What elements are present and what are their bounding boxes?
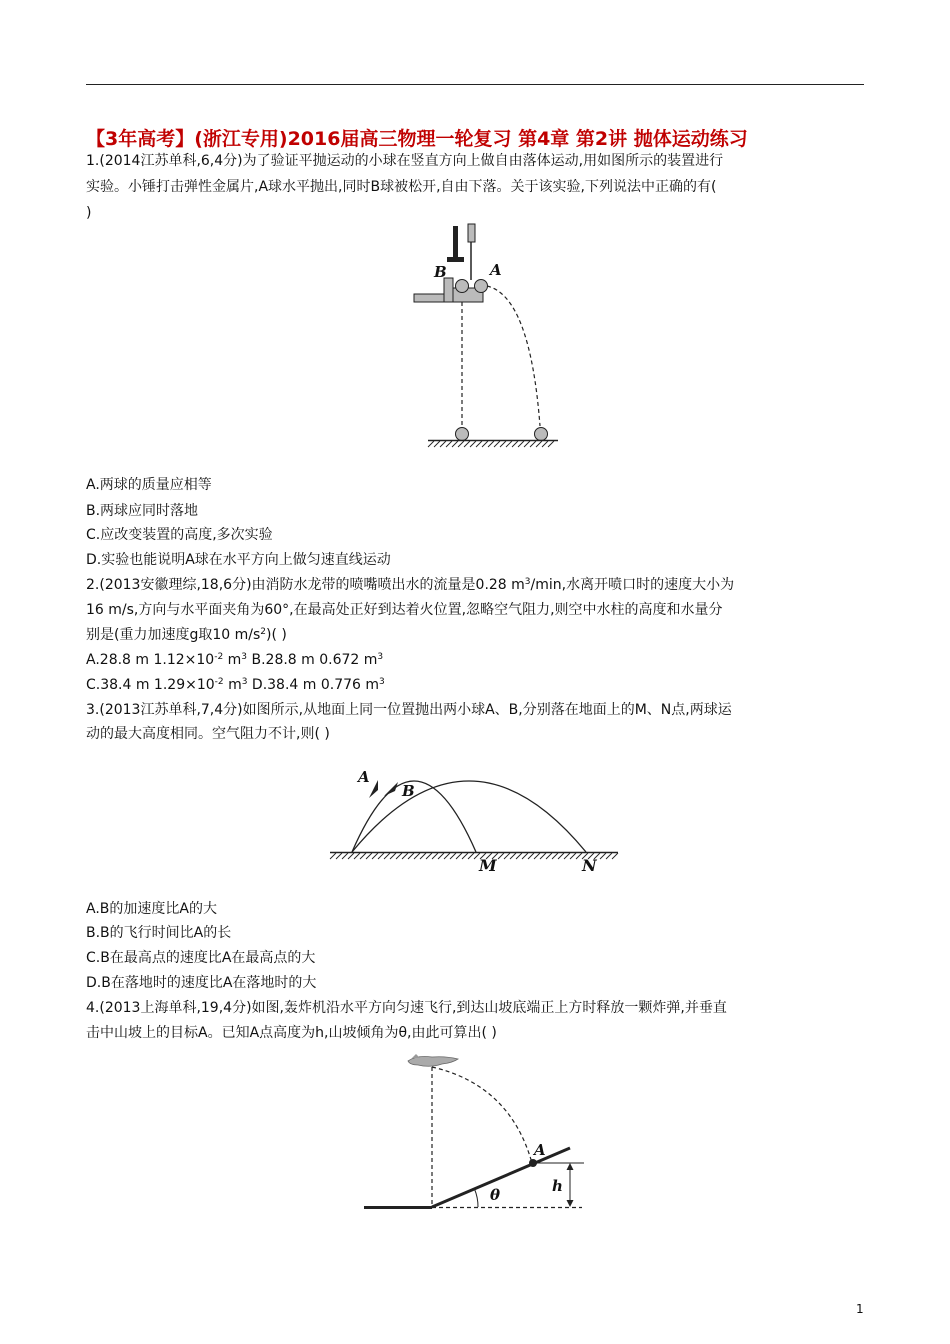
ball-b-landed — [456, 428, 469, 441]
height-arrow-down — [567, 1200, 574, 1207]
hatch-mark — [482, 441, 488, 447]
hatch-mark — [512, 441, 518, 447]
q4-line2: 击中山坡上的目标A。已知A点高度为h,山坡倾角为θ,由此可算出( ) — [86, 1025, 497, 1041]
q1-option-c: C.应改变装置的高度,多次实验 — [86, 527, 273, 543]
trajectory-b — [352, 781, 586, 852]
hatch-mark — [452, 441, 458, 447]
hammer-handle — [453, 226, 458, 260]
q1-apparatus-figure — [400, 218, 570, 456]
hatch-mark — [450, 853, 456, 859]
label-b: B — [402, 782, 415, 800]
ball-a-start — [475, 280, 488, 293]
q1-line1: 1.(2014江苏单科,6,4分)为了验证平抛运动的小球在竖直方向上做自由落体运动,用如图所示的装置进行 — [86, 153, 724, 169]
hatch-mark — [426, 853, 432, 859]
q2-line3: 别是(重力加速度g取10 $m/s^2$)( ) — [86, 627, 287, 643]
hatch-mark — [446, 441, 452, 447]
arrow-b — [384, 782, 398, 796]
q3-trajectory-figure — [326, 740, 626, 878]
q2-options-ab — [86, 647, 383, 673]
header-rule — [86, 84, 864, 85]
hatch-mark — [516, 853, 522, 859]
label-h: h — [552, 1177, 563, 1195]
hatch-mark — [542, 441, 548, 447]
hatch-mark — [440, 441, 446, 447]
label-a: A — [534, 1141, 546, 1159]
hatch-mark — [336, 853, 342, 859]
hatch-mark — [536, 441, 542, 447]
q2-line2: 16 m/s,方向与水平面夹角为60°,在最高处正好到达着火位置,忽略空气阻力,则空中水柱的高度和水量分 — [86, 602, 723, 618]
metal-sheet-top — [468, 224, 475, 242]
hatch-mark — [546, 853, 552, 859]
q2-options-cd — [86, 672, 385, 698]
ground-hatch — [428, 441, 554, 447]
hatch-mark — [408, 853, 414, 859]
q3-option-b: B.B的飞行时间比A的长 — [86, 925, 232, 941]
hatch-mark — [564, 853, 570, 859]
hatch-mark — [504, 853, 510, 859]
hatch-mark — [606, 853, 612, 859]
hatch-mark — [552, 853, 558, 859]
ball-a-landed — [535, 428, 548, 441]
hatch-mark — [488, 441, 494, 447]
label-b: B — [434, 263, 447, 281]
q2-option-d: D.38.4 m 0.776 $m^3$ — [247, 677, 385, 693]
hatch-mark — [366, 853, 372, 859]
hatch-mark — [468, 853, 474, 859]
hatch-mark — [558, 853, 564, 859]
q1-option-a: A.两球的质量应相等 — [86, 477, 212, 493]
label-n: N — [582, 856, 597, 875]
ball-a-path — [487, 286, 540, 426]
label-m: M — [479, 856, 497, 875]
hatch-mark — [420, 853, 426, 859]
hatch-mark — [570, 853, 576, 859]
hatch-mark — [498, 853, 504, 859]
q3-option-c: C.B在最高点的速度比A在最高点的大 — [86, 950, 316, 966]
hatch-mark — [414, 853, 420, 859]
stand-post — [444, 278, 453, 302]
bomb-path — [432, 1067, 532, 1163]
hill-slope — [432, 1148, 570, 1207]
q2-option-b: B.28.8 m 0.672 $m^3$ — [247, 652, 384, 668]
hatch-mark — [402, 853, 408, 859]
q2-option-c: C.38.4 m $1.29\times 10^{-2}$ $m^3$ — [86, 677, 248, 693]
hatch-mark — [434, 441, 440, 447]
hatch-mark — [330, 853, 336, 859]
hatch-mark — [432, 853, 438, 859]
q4-line1: 4.(2013上海单科,19,4分)如图,轰炸机沿水平方向匀速飞行,到达山坡底端正上方时释放一颗炸弹,并垂直 — [86, 1000, 727, 1016]
hatch-mark — [360, 853, 366, 859]
hammer-head — [447, 257, 464, 262]
hatch-mark — [500, 441, 506, 447]
hatch-mark — [612, 853, 618, 859]
q3-line1: 3.(2013江苏单科,7,4分)如图所示,从地面上同一位置抛出两小球A、B,分别落在地面上的M、N点,两球运 — [86, 702, 732, 718]
label-a: A — [358, 768, 370, 786]
hatch-mark — [396, 853, 402, 859]
hatch-mark — [390, 853, 396, 859]
q3-option-a: A.B的加速度比A的大 — [86, 901, 217, 917]
height-arrow-up — [567, 1163, 574, 1170]
label-theta: θ — [490, 1186, 501, 1204]
q1-option-d: D.实验也能说明A球在水平方向上做匀速直线运动 — [86, 552, 391, 568]
hatch-mark — [438, 853, 444, 859]
hatch-mark — [428, 441, 434, 447]
bomber-tail — [412, 1054, 420, 1058]
page-number: 1 — [856, 1302, 864, 1316]
ground-hatch — [330, 853, 618, 859]
hatch-mark — [378, 853, 384, 859]
hatch-mark — [530, 441, 536, 447]
hatch-mark — [518, 441, 524, 447]
q3-line2: 动的最大高度相同。空气阻力不计,则( ) — [86, 726, 330, 742]
q2-option-a: A.28.8 m $1.12\times 10^{-2}$ $m^3$ — [86, 652, 248, 668]
hatch-mark — [522, 853, 528, 859]
q3-option-d: D.B在落地时的速度比A在落地时的大 — [86, 975, 317, 991]
label-a: A — [490, 261, 502, 279]
arrow-a — [369, 780, 378, 798]
hatch-mark — [540, 853, 546, 859]
hatch-mark — [510, 853, 516, 859]
hatch-mark — [494, 441, 500, 447]
q1-line2: 实验。小锤打击弹性金属片,A球水平抛出,同时B球被松开,自由下落。关于该实验,下列说法中正确的有( — [86, 179, 717, 195]
hatch-mark — [462, 853, 468, 859]
hatch-mark — [524, 441, 530, 447]
hatch-mark — [548, 441, 554, 447]
hatch-mark — [384, 853, 390, 859]
q4-bomber-figure — [360, 1045, 590, 1220]
hatch-mark — [464, 441, 470, 447]
q2-line1: 2.(2013安徽理综,18,6分)由消防水龙带的喷嘴喷出水的流量是0.28 $m^3/\min$,水离开喷口时的速度大小为 — [86, 577, 735, 593]
hatch-mark — [476, 441, 482, 447]
q1-option-b: B.两球应同时落地 — [86, 503, 199, 519]
hatch-mark — [528, 853, 534, 859]
hatch-mark — [444, 853, 450, 859]
hatch-mark — [354, 853, 360, 859]
hatch-mark — [456, 853, 462, 859]
hatch-mark — [458, 441, 464, 447]
target-a-point — [529, 1159, 537, 1167]
theta-arc — [475, 1189, 479, 1207]
hatch-mark — [348, 853, 354, 859]
hatch-mark — [372, 853, 378, 859]
ball-b-start — [456, 280, 469, 293]
hatch-mark — [600, 853, 606, 859]
hatch-mark — [342, 853, 348, 859]
q1-line3: ) — [86, 205, 92, 221]
page-title: 【3年高考】(浙江专用)2016届高三物理一轮复习 第4章 第2讲 抛体运动练习 — [86, 128, 748, 150]
hatch-mark — [506, 441, 512, 447]
hatch-mark — [470, 441, 476, 447]
hatch-mark — [534, 853, 540, 859]
